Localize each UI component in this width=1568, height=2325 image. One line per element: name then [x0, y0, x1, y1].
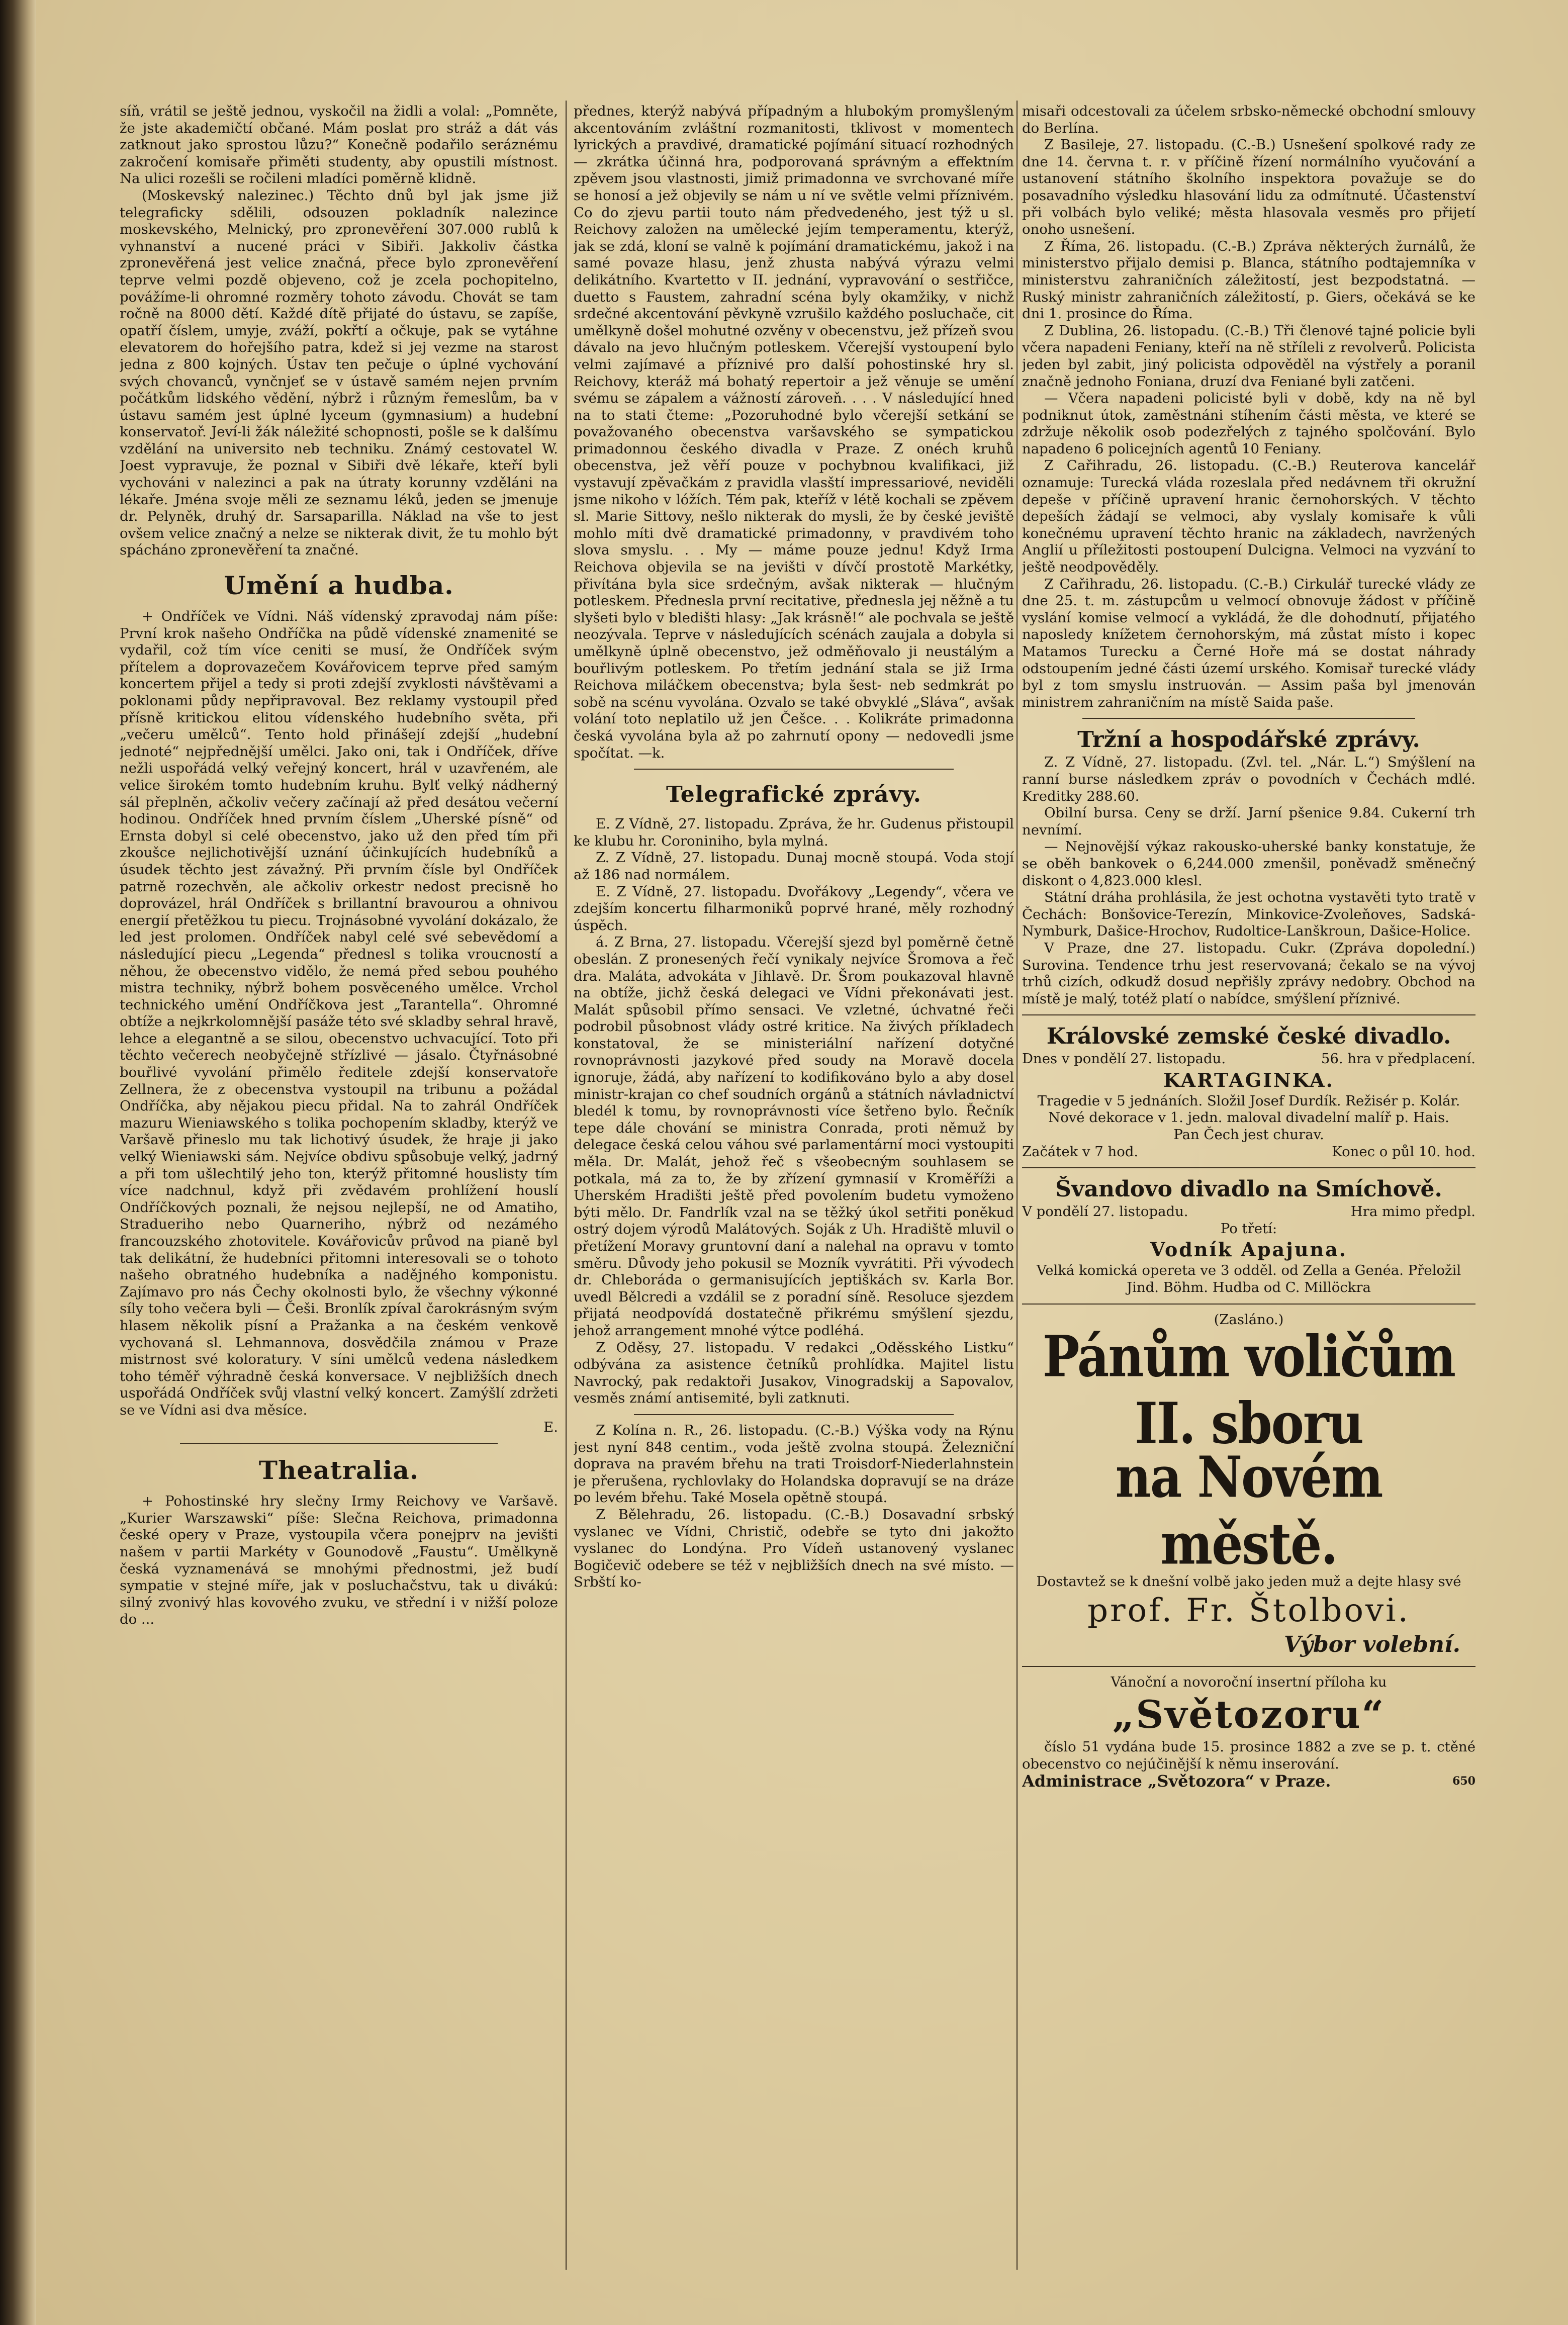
theatre-heading-svanda: Švandovo divadlo na Smíchově. — [1055, 1176, 1442, 1202]
section-heading-theatre: Theatralia. — [258, 1455, 419, 1485]
trade-item: Obilní bursa. Ceny se drží. Jarní pšenice 9.84. Cukerní trh nevnímí. — [1022, 805, 1475, 838]
play-title: KARTAGINKA. — [1163, 1068, 1334, 1091]
ad-zaslano: (Zasláno.) — [1214, 1311, 1284, 1328]
ad-svetozor-title: „Světozoru“ — [1112, 1692, 1386, 1737]
article-signature: E. — [543, 1419, 558, 1435]
column-rule — [1017, 101, 1018, 2270]
divider — [1022, 1167, 1475, 1168]
article-paragraph: + Pohostinské hry slečny Irmy Reichovy ve Varšavě. „Kurier Warszawski“ píše: Slečna Reichova, primadonna české opery v Praze, vystoupila včera ponejprv na jevišti našem v partii Markéty v Gounodově „Faustu“. Umělkyně česká vyznamenává se mnohými přednostmi, jež budí sympatie v stejné míře, jak v posluchačstvu, tak u divákú: silný zvonivý hlas kovového zvuku, ve střední i v nižší poloze do ... — [120, 1493, 558, 1628]
telegraph-item: Z Cařihradu, 26. listopadu. (C.-B.) Reuterova kancelář oznamuje: Turecká vláda rozeslala před nedávnem tři okružní depeše v příčině upravení hranic černohorských. V těchto depeších žádají se velmoci, aby vyslaly komisaře k vůli konečnému upravení těchto hranic na základech, navržených Anglií u příležitosti postoupení Dulcigna. Velmoci na vyzvání to ještě neodpověděly. — [1022, 457, 1475, 576]
telegraph-item: Z Basileje, 27. listopadu. (C.-B.) Usnešení spolkové rady ze dne 14. června t. r. v příčině řízení normálního vyučování a ustanovení státního školního inspektora považuje se do posavadního výsledku hlasování lidu za odmítnuté. Účastenství při volbách bylo veliké; města hlasovala vesměs pro přijetí onoho usnešení. — [1022, 137, 1475, 238]
telegraph-item: Z Cařihradu, 26. listopadu. (C.-B.) Cirkulář turecké vlády ze dne 25. t. m. zástupcům u velmocí obnovuje žádost v příčině vyslání komise velmocí a vykládá, že dle dohodnutí, přijatého naposledy knížetem černohorským, má zůstat místo i kopec Matamos Turecku a Černé Hoře má se dostat náhrady odstoupením jedné části území urského. Komisař turecké vlády byl z tom smyslu instruován. — Assim paša byl jmenován ministrem zahraničním na místě Saida paše. — [1022, 576, 1475, 710]
election-advertisement — [1022, 1312, 1475, 1659]
ad-candidate-name: prof. Fr. Štolbovi. — [1087, 1592, 1410, 1629]
ad-text: Dostavtež se k dnešní volbě jako jeden muž a dejte hlasy své — [1036, 1573, 1461, 1590]
svetozor-advertisement — [1022, 1674, 1475, 1790]
ad-heading: Vánoční a novoroční insertní příloha ku — [1111, 1673, 1387, 1690]
theatre-heading-national: Královské zemské české divadlo. — [1046, 1024, 1451, 1050]
play-start: Začátek v 7 hod. — [1022, 1143, 1139, 1160]
column-3 — [1022, 103, 1475, 2275]
telegraph-item: Z Kolína n. R., 26. listopadu. (C.-B.) Výška vody na Rýnu jest nyní 848 centim., voda ještě zvolna stoupá. Železniční doprava na pravém břehu na trati Troisdorf-Niederlahnstein je přerušena, rychlovlaky do Holandska dopravují se na dráze po levém břehu. Také Mosela opětně stoupá. — [574, 1422, 1014, 1506]
column-1 — [120, 103, 558, 2275]
ad-headline-1: Pánům voličům II. sboru — [1042, 1323, 1455, 1457]
binding-gutter — [0, 0, 36, 2325]
column-rule — [566, 101, 567, 2270]
telegraph-item: Z. Z Vídně, 27. listopadu. Dunaj mocně stoupá. Voda stojí až 186 nad normálem. — [574, 850, 1014, 883]
theatre-performance-info: Hra mimo předpl. — [1350, 1203, 1475, 1220]
divider — [1082, 718, 1415, 719]
play-times — [1022, 1144, 1475, 1161]
theatre-date-row — [1022, 1051, 1475, 1068]
section-heading-telegraph: Telegrafické zprávy. — [666, 782, 921, 808]
telegraph-item: E. Z Vídně, 27. listopadu. Zpráva, že hr. Gudenus přistoupil ke klubu hr. Coroniniho, byla mylná. — [574, 816, 1014, 849]
article-paragraph: přednes, kterýž nabývá případným a hlubokým promyšleným akcentováním zvláštní rozmanitosti, tklivost v momentech lyrických a pravdivé, dramatické pojímání situací rozhodných — zkrátka účinná hra, podporovaná správným a effektním zpěvem jsou vlastnosti, jimiž primadonna ve svrchované míře se honosí a jež objevily se nám u ní ve světle velmi příznivém. Co do zjevu partii touto nám předvedeného, jest týž u sl. Reichovy založen na umělecké jejím temperamentu, kterýž, jak se zdá, kloní se valně k pojímání dramatickému, jakož i na samé povaze hlasu, jenž zhusta nabývá výrazu velmi delikátního. Kvartetto v II. jednání, vypravování o sestřičce, duetto s Faustem, zahradní scéna byly okamžiky, v nichž srdečné akcentování pěvkyně vzrušilo každého posluchače, cit umělkyně došel mohutné ozvěny v obecenstvu, jež přízeň svou dávalo na jevo hlučným potleskem. Včerejší vystoupení bylo velmi zajímavé a příznivé pro další pohostinské hry sl. Reichovy, kteráž má bohatý repertoir a jež věnuje se umění svému se zápalem a vážností zároveň. . . . V následující hned na to stati čteme: „Pozoruhodné bylo včerejší setkání se považovaného obecenstva varšavského se sympatickou primadonnou českého divadla v Praze. Z onéch kruhů obecenstva, jež věří pouze v pochybnou kvalifikaci, již vystavují zpěvačkám z pravidla vlasští impressariové, neviděli jsme nikoho v lóžích. Tém pak, kteříž v létě kochali se zpěvem sl. Marie Sittovy, nešlo nikterak do mysli, že by české jeviště mohlo míti dvě dramatické primadonny, v pravdivém toho slova smyslu. . . My — máme pouze jednu! Když Irma Reichova objevila se na jevišti v dívčí prostotě Markétky, přivítána byla sice srdečným, avšak nikterak — hlučným potleskem. Přednesla první recitative, přednesla jej něžně a tu slyšeti bylo v bledišti hlasy: „Jak krásně!“ ale pochvala se ještě neozývala. Teprve v následujících scénách zaujala a dobyla si umělkyně úplně obecenstvo, jež odměňovalo ji neustálým a bouřlivým potleskem. Po třetím jednání stala se již Irma Reichova miláčkem obecenstva; byla šest- neb sedmkrát po sobě na scénu vyvolána. Ozvalo se také obvyklé „Sláva“, avšak volání toto neplatilo už jen Češce. . . Kolikráte primadonna česká vyvolána byla až po zahrnutí opony — nedovedli jsme spočítat. —k. — [574, 103, 1014, 761]
column-2 — [574, 103, 1014, 2275]
telegraph-item: E. Z Vídně, 27. listopadu. Dvořákovy „Legendy“, včera ve zdejším koncertu filharmoniků poprvé hrané, měly rozhodný úspěch. — [574, 883, 1014, 934]
play-note: Pan Čech jest churav. — [1173, 1127, 1324, 1143]
theatre-date: V pondělí 27. listopadu. — [1022, 1203, 1188, 1220]
play-title: Vodník Apajuna. — [1150, 1238, 1348, 1261]
ad-text: číslo 51 vydána bude 15. prosince 1882 a zve se p. t. ctěné obecenstvo co nejúčinější k němu inserování. — [1022, 1739, 1475, 1772]
telegraph-item: á. Z Brna, 27. listopadu. Včerejší sjezd byl poměrně četně obeslán. Z pronesených řečí vynikaly nejvíce Šromova a řeč dra. Maláta, advokáta v Jihlavě. Dr. Šrom poukazoval hlavně na obtíže, jichž česká delegaci ve Vídni překonávati jest. Malát spůsobil přímo sensaci. Ve vzletné, úchvatné řeči podrobil působnost vlády ostré kritice. Na živých příkladech konstatoval, že se ministeriální nařízení dotyčné rovnoprávnosti jazykové před soudy na Moravě docela ignoruje, žádá, aby nařízení to kodifikováno bylo a aby dosel ministr-krajan co chef soudních orgánů a státních návladnictví bledél k tomu, by rovnoprávnosti více šetřeno bylo. Řečník tepe dále chování se ministra Conrada, proti němuž by delegace česká celou váhou své parlamentární moci vystoupiti měla. Dr. Malát, jehož řeč s všeobecným souhlasem se potkala, má za to, že by zřízení gymnasií v Kroměříži a Uherském Hradišti ještě před povolením budetu vymoženo býti mělo. Dr. Fandrlík vzal na se těžký úkol setřiti poněkud ostrý dojem výrodů Malátových. Soják z Uh. Hradiště mluvil o přetížení Moravy gruntovní daní a nalehal na opravu v tomto směru. Důvody jeho pokusil se Mozník vyvrátiti. Při vývodech dr. Chleboráda o germanisujících jeptiškách sv. Karla Bor. uvedl Bělcredi a vzdálil se z poradní síně. Resoluce sjezdem přijatá neodpovídá dostatečně přikrému smýšlení sjezdu, jehož arrangement mnohé výtce podléhá. — [574, 934, 1014, 1339]
divider — [1022, 1014, 1475, 1015]
ad-footer-row — [1022, 1773, 1475, 1790]
telegraph-item: Z Oděsy, 27. listopadu. V redakci „Oděsského Listku“ odbývána za asistence četníků prohlídka. Majitel listu Navrocký, pak redaktoři Jusakov, Vinogradskij a Sapovalov, vesměs známí antisemité, byli zatknuti. — [574, 1339, 1014, 1407]
play-description: Tragedie v 5 jednáních. Složil Josef Durdík. Režisér p. Kolár. Nové dekorace v 1. jedn. maloval divadelní malíř p. Hais. — [1037, 1092, 1460, 1126]
divider — [1022, 1666, 1475, 1667]
divider — [634, 769, 954, 770]
trade-item: Z. Z Vídně, 27. listopadu. (Zvl. tel. „Nár. L.“) Smýšlení na ranní burse následkem zpráv o povodních v Čechách mdlé. Kreditky 288.60. — [1022, 754, 1475, 804]
divider — [634, 1414, 954, 1415]
theatre-date: Dnes v pondělí 27. listopadu. — [1022, 1051, 1226, 1067]
article-paragraph: síň, vrátil se ještě jednou, vyskočil na židli a volal: „Pomněte, že jste akademičtí občané. Mám poslat pro stráž a dát vás zatknout jako sprostou lůzu?“ Konečně podařilo seráznému zakročení komisaře přiměti studenty, aby opustili místnost. Na ulici rozešli se ročileni mladíci poměrně klidně. — [120, 103, 558, 187]
trade-item: — Nejnovější výkaz rakousko-uherské banky konstatuje, že se oběh bankovek o 6,244.000 zmenšil, poněvadž směnečný diskont o 4,823.000 klesl. — [1022, 839, 1475, 889]
ad-footer: Administrace „Světozora“ v Praze. — [1022, 1771, 1331, 1791]
telegraph-item: Z Říma, 26. listopadu. (C.-B.) Zpráva některých žurnálů, že ministerstvo přijalo demisi p. Blanca, státního podtajemníka v ministerstvu zahraničních záležitostí, jest bezpodstatná. — Ruský ministr zahraničních záležitostí, p. Giers, očekává se ke dni 1. prosince do Říma. — [1022, 238, 1475, 322]
play-description: Velká komická opereta ve 3 odděl. od Zella a Genéa. Přeložil Jind. Böhm. Hudba od C. Millöckra — [1036, 1262, 1461, 1296]
article-paragraph: (Moskevský nalezinec.) Těchto dnů byl jak jsme již telegraficky sdělili, odsouzen pokladník nalezince moskevského, Melnický, pro zpronevěření 307.000 rublů k vyhnanství a nucené práci v Sibiři. Jakkoliv částka zpronevěřená jest velice značná, přece bylo zpronevěření teprve velmi pozdě objeveno, což je zcela pochopitelno, povážíme-li ohromné rozměry tohoto závodu. Chovát se tam ročně na 8000 dětí. Každé dítě přijaté do ústavu, se zapíše, opatří číslem, umyje, zváží, pokřtí a očkuje, pak se vytáhne elevatorem do hořejšího patra, kdež si jej vezme na starost jedna z 800 kojných. Ústav ten pečuje o úplné vychování svých chovanců, vynčnjeť se v ústavě samém nejen prvním počátkům lidského vědění, nýbrž i různým řemeslům, ba v ústavu samém jest úplné lyceum (gymnasium) a hudební konservatoř. Jeví-li žák náležité schopnosti, pošle se k dalšímu vzdělání na universito neb techniku. Známý cestovatel W. Joest vypravuje, že poznal v Sibiři dvě lékaře, kteří byli vychováni v nalezinci a pak na útraty korunny vzděláni na lékaře. Jména svoje měli ze seznamu léků, jeden se jmenuje dr. Pelyněk, druhý dr. Sarsaparilla. Náklad na vše to jest ovšem velice značný a nelze se nikterak divit, že tu mohlo být spácháno zpronevěření ta značné. — [120, 187, 558, 559]
trade-item: V Praze, dne 27. listopadu. Cukr. (Zpráva dopolední.) Surovina. Tendence trhu jest reservovaná; čekalo se na vývoj trhů cizích, odkudž dosud nepřišly zprávy nedobry. Obchod na místě je malý, totéž platí o nabídce, smýšlení příznivé. — [1022, 940, 1475, 1007]
play-end: Konec o půl 10. hod. — [1332, 1143, 1475, 1160]
theatre-performance-number: 56. hra v předplacení. — [1321, 1051, 1475, 1067]
ad-signature: Výbor volební. — [1284, 1631, 1460, 1657]
telegraph-item: Z Dublina, 26. listopadu. (C.-B.) Tři členové tajné policie byli včera napadeni Feniany, kteří na ně stříleli z revolverů. Policista jeden byl zabit, jiný policista odpověděl na výstřely a poranil značně jednoho Foniana, druzí dva Feniané byli zatčeni. — [1022, 322, 1475, 390]
telegraph-item: — Včera napadeni policisté byli v době, kdy na ně byl podniknut útok, zaměstnáni stíhením části města, ve které se zdržuje několik osob podezřelých z tajného spolčování. Bylo napadeno 6 policejních agentů 10 Feniany. — [1022, 390, 1475, 457]
section-heading-art: Umění a hudba. — [224, 571, 454, 601]
divider — [180, 1443, 498, 1444]
trade-item: Státní dráha prohlásila, že jest ochotna vystavěti tyto tratě v Čechách: Bonšovice-Terezín, Minkovice-Zvoleňoves, Sadská-Nymburk, Dašice-Hrochov, Rudoltice-Lanškroun, Dašice-Holice. — [1022, 889, 1475, 940]
theatre-date-row — [1022, 1203, 1475, 1221]
section-heading-trade: Tržní a hospodářské zprávy. — [1077, 727, 1420, 753]
performance-count: Po třetí: — [1220, 1220, 1277, 1237]
telegraph-item: misaři odcestovali za účelem srbsko-německé obchodní smlouvy do Berlína. — [1022, 103, 1475, 136]
divider — [1022, 1304, 1475, 1305]
article-paragraph: + Ondříček ve Vídni. Náš vídenský zpravodaj nám píše: První krok našeho Ondříčka na půdě vídenské znamenité se vydařil, což tím více ceniti se musí, že Ondříček svým přítelem a doprovazečem Kovářovicem teprve před samým koncertem přijel a tedy si proti zdejší zvyklosti návštěvami a poklonami půdy nepřipravoval. Bez reklamy vystoupil před přísně kritickou elitou vídenského hudebního světa, při „večeru umělců“. Tento hold přinášejí zdejší „hudební jednoté“ nejpřednější umělci. Jako oni, tak i Ondříček, dříve nežli uspořádá velký veřejný koncert, hrál v uzavřeném, ale velice širokém tomto hudebním kruhu. Bylť velký nádherný sál přeplněn, ačkoliv večery začínají až před desátou večerní hodinou. Ondříček hned prvním číslem „Uherské písně“ od Ernsta dobyl si celé obecenstvo, jako už den před tím při zkoušce nejlichotivější uznání účinkujících hudebníků a úsudek těchto jest závažný. Při prvním čísle byl Ondříček patrně rozechvěn, ale ačkoliv orkestr nedost precisně ho doprovázel, hrál Ondříček s brillantní bravourou a ohnivou energií přetěžkou tu piecu. Trojnásobné vyvolání dokázalo, že led jest prolomen. Ondříček nabyl celé své sebevědomí a následující piecu „Legenda“ přednesl s tolika vroucností a něhou, že obecenstvo vidělo, že nemá před sebou pouhého mistra techniky, nýbrž bohem posvěceného umělce. Vrchol technického umění Ondříčkova jest „Tarantella“. Ohromné obtíže a nejkrkolomnější pasáže této své skladby sehral hravě, lehce a elegantně a se silou, obecenstvo uchvacující. Toto při těchto večerech neobyčejně střízlivé — jásalo. Čtyřnásobné bouřlivé vyvolání přimělo ředitele zdejší konservatoře Zellnera, že z obecenstva vystoupil na tribunu a požádal Ondříčka, aby nějakou piecu přidal. Na to zahrál Ondříček mazuru Wieniawského s tolika pochopením skladby, kterýž ve Varšavě přineslo mu tak lichotivý úsudek, že hraje ji jako velký Wieniawski sám. Nejvíce obdivu spůsobuje velký, jadrný a při tom ušlechtilý jeho ton, kterýž přitomné houslisty tím více nadchnul, když při zvědavém prohlížení houslí Ondříčkových poznali, že nejsou nejlepší, ne od Amatiho, Stradueriho nebo Quarneriho, nýbrž od nezámého francouzského zhotovitele. Kovářovicův průvod na pianě byl tak delikátní, že hudebníci přitomni interesovali se o tohoto našeho obratného hudebníka a nadějného komponistu. Zajímavo pro nás Čechy okolnosti bylo, že všechny výkonné síly toho večera byli — Češi. Bronlík zpíval čarokrásným svým hlasem několik písní a Pražanka a na českém venkově vychovaná sl. Lehmannova, dosvědčila známou v Praze mistrnost své koloratury. V síni umělců vedena následkem toho téměř výhradně česká konversace. V nejbližších dnech uspořádá Ondříček svůj vlastní velký koncert. Zamýšlí zdržeti se ve Vídni asi dva měsíce. — [120, 608, 558, 1418]
ad-headline-2: na Novém městě. — [1115, 1444, 1382, 1578]
page-number: 650 — [1452, 1774, 1475, 1788]
telegraph-item: Z Bělehradu, 26. listopadu. (C.-B.) Dosavadní srbský vyslanec ve Vídni, Christič, odebře se tyto dni jakožto vyslanec do Londýna. Pro Vídeň ustanovený vyslanec Bogičevič odebere se též v nejbližších dnech na své místo. — Srbští ko- — [574, 1506, 1014, 1591]
